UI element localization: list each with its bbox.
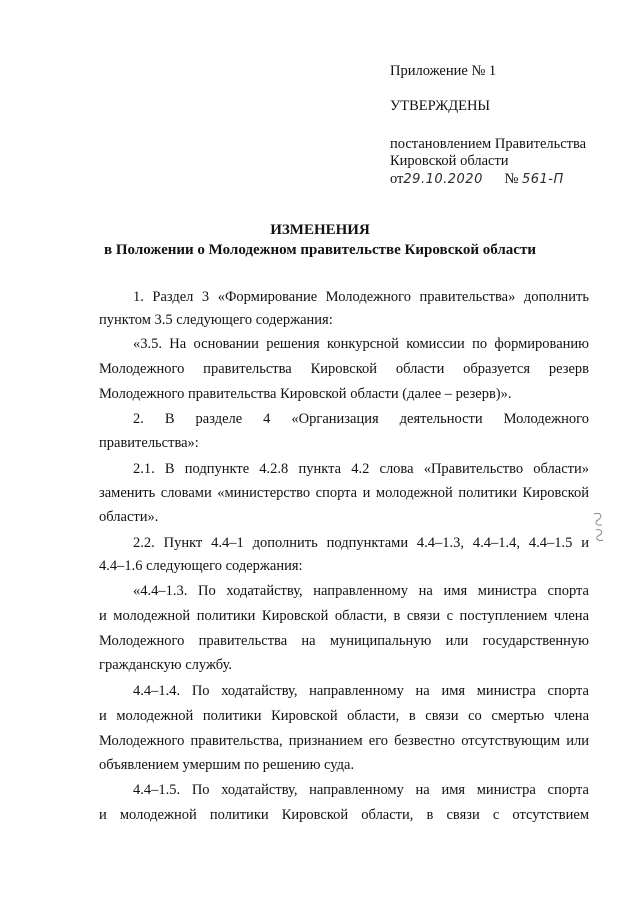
number-prefix: №: [504, 171, 519, 187]
approved-label: УТВЕРЖДЕНЫ: [390, 98, 491, 114]
text-line: 2.1. В подпункте 4.2.8 пункта 4.2 слова «Правительство области»: [133, 461, 589, 477]
handwritten-margin-mark: [590, 510, 608, 546]
decree-date-number: [390, 170, 564, 189]
text-line: и молодежной политики Кировской области, в связи со смертью члена: [99, 708, 589, 724]
text-line: 2.2. Пункт 4.4–1 дополнить подпунктами 4.4–1.3, 4.4–1.4, 4.4–1.5 и: [133, 535, 589, 551]
text-line: Молодежного правительства на муниципальную или государственную: [99, 633, 589, 649]
handwritten-number: 561-П: [521, 172, 564, 187]
document-title: ИЗМЕНЕНИЯ: [270, 222, 370, 238]
text-line: Молодежного правительства, признанием его безвестно отсутствующим или: [99, 733, 589, 749]
appendix-label: Приложение № 1: [390, 63, 497, 79]
text-line: Молодежного правительства Кировской области образуется резерв: [99, 361, 589, 377]
text-line: 1. Раздел 3 «Формирование Молодежного правительства» дополнить: [133, 289, 589, 305]
text-line: заменить словами «министерство спорта и молодежной политики Кировской: [99, 485, 589, 501]
decree-line-2: Кировской области: [390, 153, 509, 169]
date-prefix: от: [390, 171, 404, 187]
text-line: области».: [99, 509, 159, 525]
text-line: 4.4–1.5. По ходатайству, направленному на имя министра спорта: [133, 782, 589, 798]
document-subtitle: в Положении о Молодежном правительстве Кировской области: [104, 242, 536, 258]
text-line: гражданскую службу.: [99, 657, 233, 673]
text-line: 4.4–1.6 следующего содержания:: [99, 558, 303, 574]
text-line: «4.4–1.3. По ходатайству, направленному на имя министра спорта: [133, 583, 589, 599]
text-line: объявлением умершим по решению суда.: [99, 757, 355, 773]
decree-line-1: постановлением Правительства: [390, 136, 587, 152]
text-line: 2. В разделе 4 «Организация деятельности Молодежного: [133, 411, 589, 427]
text-line: и молодежной политики Кировской области, в связи с отсутствием: [99, 807, 589, 823]
handwritten-date: 29.10.2020: [403, 172, 483, 187]
text-line: 4.4–1.4. По ходатайству, направленному на имя министра спорта: [133, 683, 589, 699]
text-line: Молодежного правительства Кировской области (далее – резерв)».: [99, 386, 512, 402]
text-line: пунктом 3.5 следующего содержания:: [99, 312, 333, 328]
text-line: и молодежной политики Кировской области, в связи с поступлением члена: [99, 608, 589, 624]
text-line: правительства»:: [99, 435, 199, 451]
text-line: «3.5. На основании решения конкурсной комиссии по формированию: [133, 336, 589, 352]
